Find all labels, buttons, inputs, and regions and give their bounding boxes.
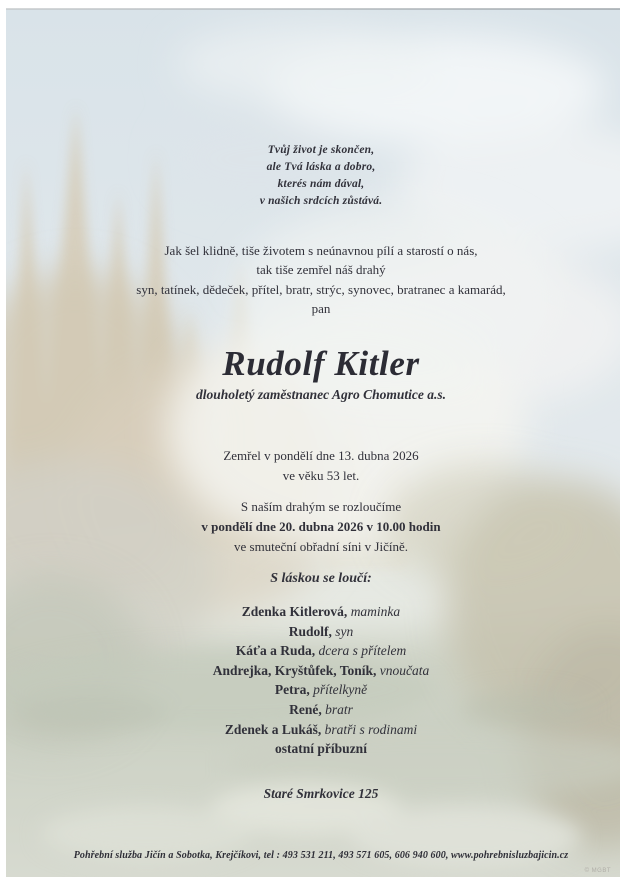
deceased-occupation: dlouholetý zaměstnanec Agro Chomutice a.s. — [195, 387, 447, 402]
mourner-name: Rudolf, — [288, 623, 332, 639]
photo-watermark: © MGBT — [584, 868, 611, 874]
mourner-relation: bratři s rodinami — [324, 721, 418, 737]
background-photo — [6, 9, 620, 877]
home-address: Staré Smrkovice 125 — [263, 786, 379, 801]
mourner-name: Andrejka, Kryštůfek, Toník, — [212, 662, 377, 678]
mourner-relation: syn — [335, 623, 354, 639]
intro-line: tak tiše zemřel náš drahý — [256, 262, 386, 278]
landscape-forest-river-image — [6, 9, 620, 877]
farewell-datetime: v pondělí dne 20. dubna 2026 v 10.00 hodin — [201, 519, 441, 534]
farewell-line: S naším drahým se rozloučíme — [240, 499, 402, 514]
intro-line: pan — [311, 300, 331, 316]
funeral-service-footer: Pohřební služba Jičín a Sobotka, Krejčíkovi, tel : 493 531 211, 493 571 605, 606 940 600, www.pohrebnisluzbajicin.cz — [73, 850, 569, 861]
mourner-name: Petra, — [274, 682, 310, 698]
mourner-relation: maminka — [350, 604, 401, 619]
intro-line: Jak šel klidně, tiše životem s neúnavnou pílí a starostí o nás, — [164, 243, 478, 258]
deceased-name: Rudolf Kitler — [222, 344, 420, 383]
verse-line: v našich srdcích zůstává. — [259, 195, 383, 207]
mourner-relation: přítelkyně — [313, 682, 368, 698]
intro-line: syn, tatínek, dědeček, přítel, bratr, strýc, synovec, bratranec a kamarád, — [136, 281, 506, 297]
mourner-relation: dcera s přítelem — [318, 643, 407, 659]
mourner-relation: vnoučata — [379, 662, 430, 678]
mourner-relation: bratr — [325, 701, 353, 717]
mourner-name: Zdenek a Lukáš, — [224, 721, 322, 737]
mourner-name: René, — [289, 701, 322, 717]
mourner-name: Káťa a Ruda, — [235, 643, 316, 659]
mourners-heading: S láskou se loučí: — [270, 571, 372, 586]
death-age-line: ve věku 53 let. — [282, 467, 360, 483]
death-date-line: Zemřel v pondělí dne 13. dubna 2026 — [223, 448, 419, 463]
scan-edge-line — [6, 8, 620, 10]
verse-line: kterés nám dával, — [277, 178, 365, 190]
mourner-name: Zdenka Kitlerová, — [241, 604, 348, 619]
mourner-name: ostatní příbuzní — [275, 741, 367, 757]
verse-line: Tvůj život je skončen, — [267, 144, 375, 156]
verse-line: ale Tvá láska a dobro, — [266, 161, 376, 173]
farewell-place: ve smuteční obřadní síni v Jičíně. — [233, 539, 409, 554]
